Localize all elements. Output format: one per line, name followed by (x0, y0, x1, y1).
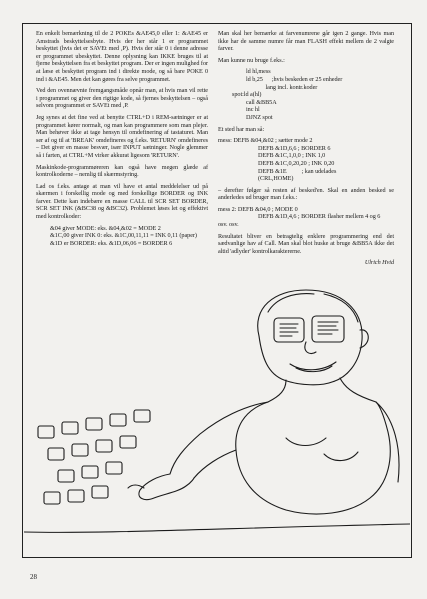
right-paragraph-1: Man skal her bemærke at farvenumrene går igen 2 gange. Hvis man ikke har de samme numre får man FLASH effekt mellem de 2 valgte farver. (218, 30, 394, 53)
code-line: DEFB &1C,0,20,20 ; INK 0,20 (258, 159, 335, 167)
code-line: mess: DEFB &04,&02 ; sætter mode 2 (218, 137, 313, 145)
code-line: spot:ld a(hl) (232, 91, 262, 99)
code-line: DEFB &1C,1,0,0 ; INK 1,0 (258, 152, 326, 160)
left-paragraph-5: Lad os f.eks. antage at man vil have et antal meddelelser ud på skærmen i forskellig mode og med forskellige BORDER og INK farver. Dette kan indebære en masse CALL til SCR SET BORDER, SCR SET INK (&BC38 og &BC32). Problemet løses let og effektivt med kontrolkoder: (36, 182, 208, 221)
code-line: lang incl. kontr.koder (246, 83, 318, 91)
left-paragraph-1: En enkelt bemærkning til de 2 POKEs &AE45,0 eller 1: &AE45 er Amstrads beskyttelsesbyte. Hvis der her står 1 er programmet beskyttet (hvis det er SAVEt med ,P). Hvis der står 0 i denne adresse er programmet ubeskyttet. Denne oplysning kan IKKE bruges til at fjerne beskyttelsen fra et beskyttet program. Der er ingen mulighed for at læse et beskyttet program ind i direkte mode, og så bare POKE 0 ind i &AE45. Men det kan gøres fra selve programmet. (36, 30, 208, 83)
right-column (218, 30, 394, 267)
code-line: ld b,25 ;hvis beskeden er 25 enheder (246, 75, 343, 83)
code-line: call &BB5A (246, 98, 277, 106)
code-line: (CRL,HOME) (258, 175, 294, 183)
author-signature: Ulrich Hvid (364, 259, 394, 267)
code-line: mess 2: DEFB &04,0 ; MODE 0 (218, 205, 298, 213)
code-line: &04 giver MODE: eks. &04,&02 = MODE 2 (50, 224, 161, 232)
cartoon-man-keyboard-illustration (24, 278, 410, 556)
left-paragraph-3: Jeg synes at det fine ved at benytte CTRL+D i REM-sætninger er at programmet kører normalt, og man kan programmere som man plejer. Man behøver ikke at tage hensyn til omdefinering af tastaturet. Man ser af og til at 'BREAK' omdefineres og f.eks. 'RETURN' omdefineres – Det giver en masse besvær, især INPUT sætninger. Nogle glemmer så i farten, at CTRL+M virker akkurat ligesom 'RETURN'. (36, 113, 208, 159)
code-line: ld hl,mess (246, 68, 271, 76)
right-paragraph-2: Man kunne nu bruge f.eks.: (218, 56, 285, 64)
left-column (36, 30, 208, 247)
code-line: DEFB &1D,4,6 ; BORDER flasher mellem 4 og 6 (258, 213, 381, 221)
left-paragraph-4: Maskinkode-programmøreren kan også have megen glæde af kontrolkoderne – nemlig til skærmstyring. (36, 163, 208, 179)
right-paragraph-4: – derefter følger så resten af besked'en. Skal en anden besked se anderledes ud bruger man f.eks.: (218, 186, 394, 202)
code-line: inc hl (246, 106, 260, 114)
right-paragraph-5: Resultatet bliver en betragtelig enklere programmering end det sædvanlige hav af Call. Man skal blot huske at bruge &BB5A ikke det altid 'adlyder' kontrolkaraktererne. (218, 232, 394, 255)
left-paragraph-2: Ved den ovennævnte fremgangsmåde opnår man, at hvis man vil rette i programmet og giver den rigtige kode, så fjernes beskyttelsen – også selvom programmet er SAVEt med ,P. (36, 87, 208, 110)
code-line: DJNZ spot (246, 113, 273, 121)
code-line: &1D er BORDER: eks. &1D,06,06 = BORDER 6 (50, 239, 173, 247)
right-paragraph-3: Et sted har man så: (218, 125, 265, 133)
code-line: DEFB &1E ; kan udelades (258, 167, 337, 175)
code-line: &1C,00 giver INK 0: eks. &1C,00,11,11 = INK 0,11 (paper) (50, 232, 197, 240)
page-number: 28 (30, 573, 37, 581)
code-line: DEFB &1D,6,6 ; BORDER 6 (258, 144, 331, 152)
code-line: osv. osv. (218, 221, 239, 229)
